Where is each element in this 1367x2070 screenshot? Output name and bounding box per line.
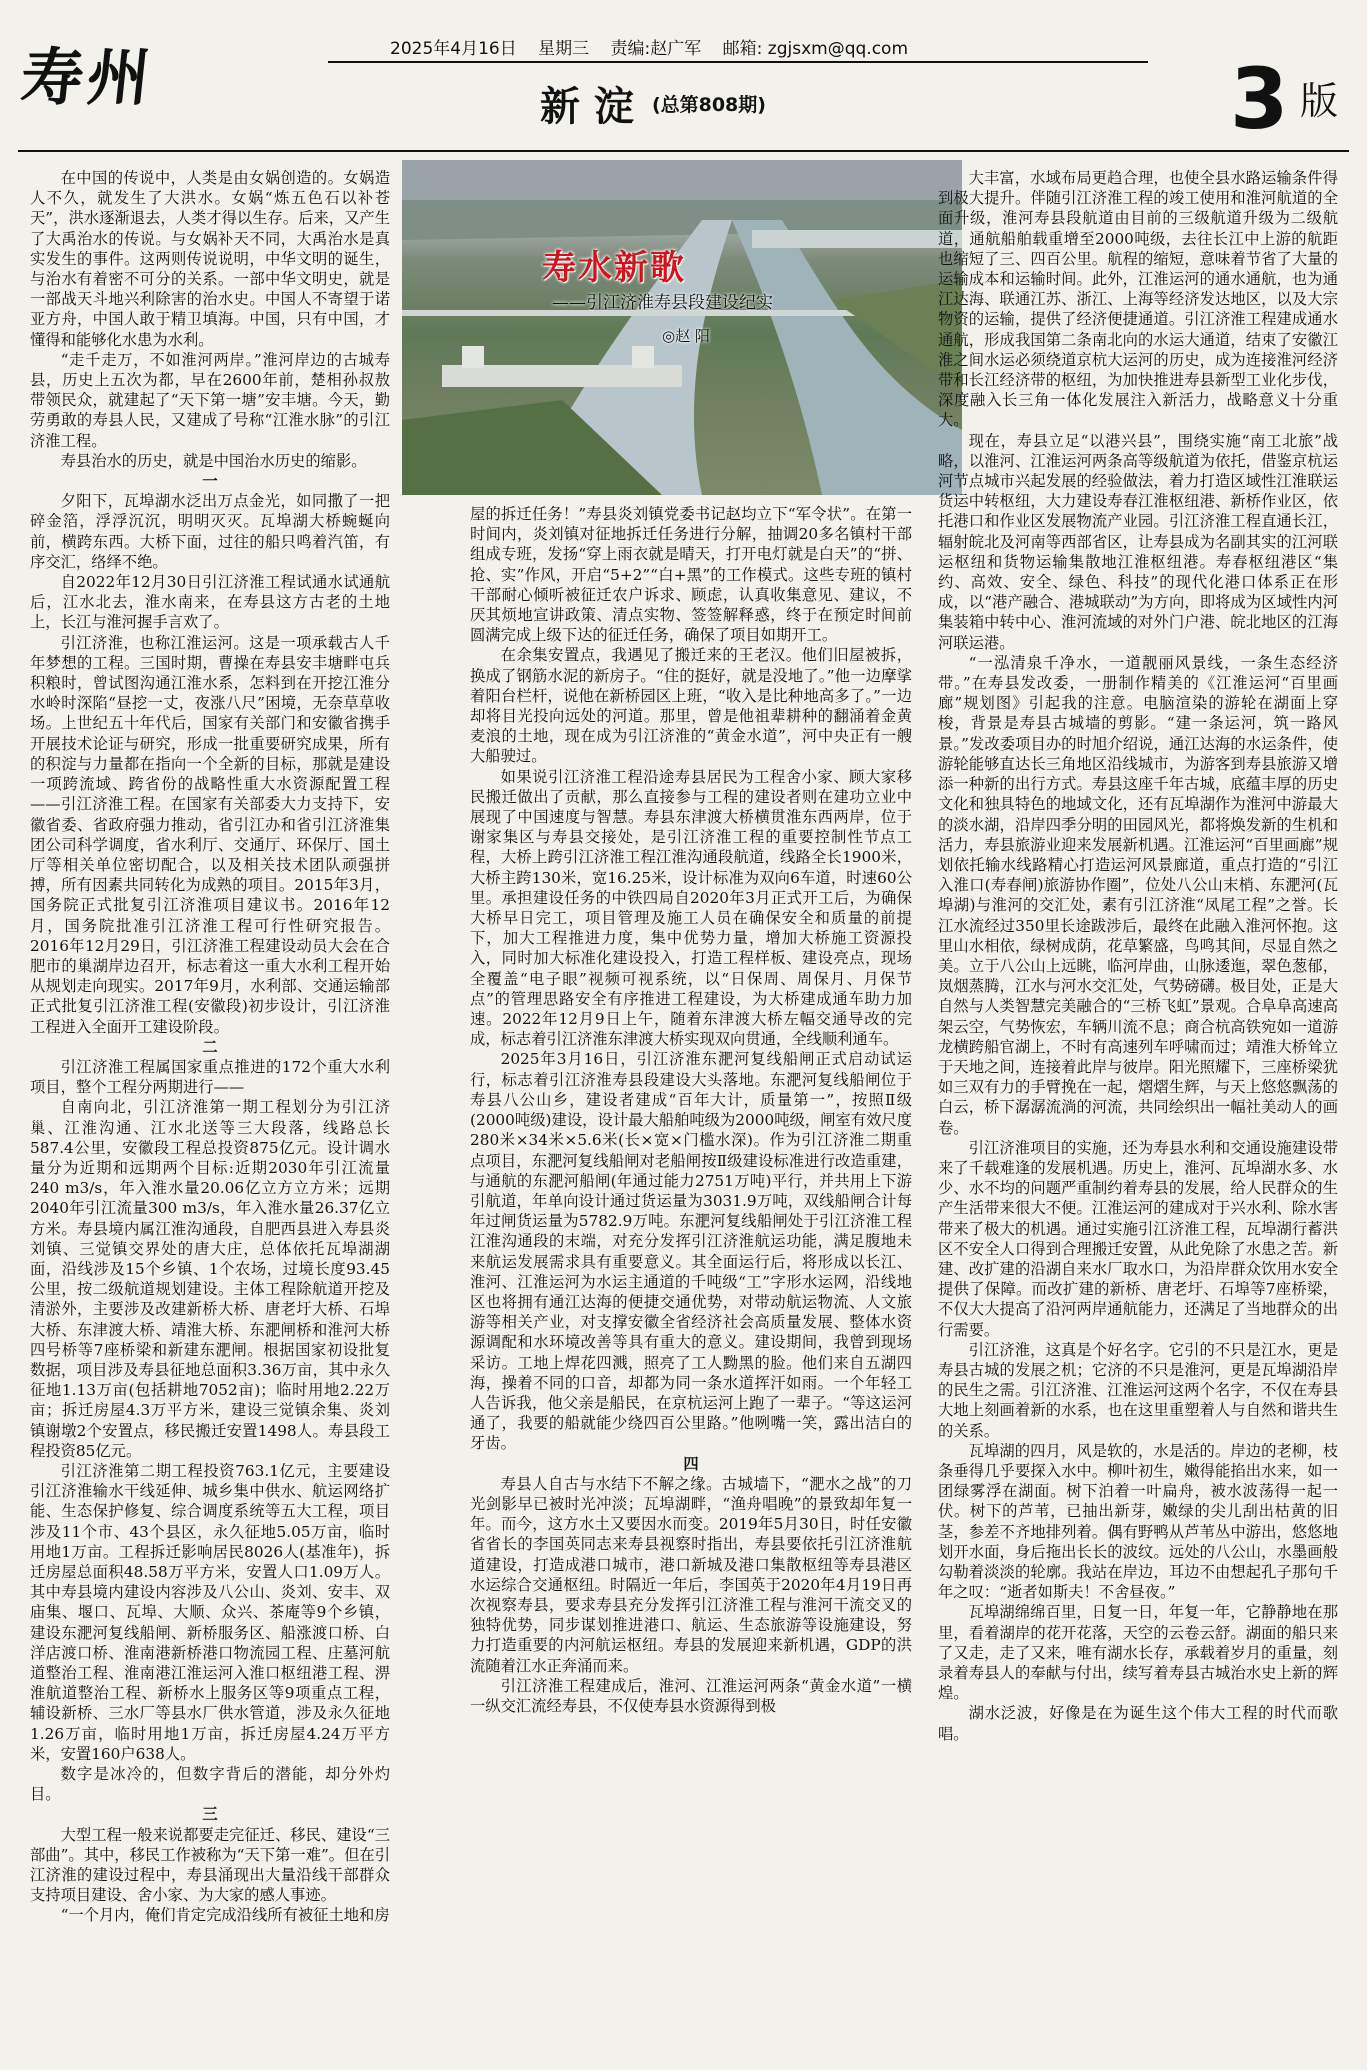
paragraph: 大型工程一般来说都要走完征迁、移民、建设“三部曲”。其中，移民工作被称为“天下第一难”。但在引江济淮的建设过程中，寿县涌现出大量沿线干部群众支持项目建设、舍小家、为大家的感人事迹。 [30, 1825, 390, 1905]
paragraph: 寿县人自古与水结下不解之缘。古城墙下，“淝水之战”的刀光剑影早已被时光冲淡；瓦埠湖畔，“渔舟唱晚”的景致却年复一年。而今，这方水土又要因水而变。2019年5月30日，时任安徽省省长的李国英同志来寿县视察时指出，寿县要依托引江济淮航道建设，打造成港口城市，港口新城及港口集散枢纽等寿县港区水运综合交通枢纽。时隔近一年后，李国英于2020年4月19日再次视察寿县，要求寿县充分发挥引江济淮工程与淮河干流交叉的独特优势，同步谋划推进港口、航运、生态旅游等设施建设，努力打造重要的内河航运枢纽。寿县的发展迎来新机遇，GDP的洪流随着江水正奔涌而来。 [470, 1474, 912, 1675]
paragraph: 在余集安置点，我遇见了搬迁来的王老汉。他们旧屋被拆，换成了钢筋水泥的新房子。“住的挺好，就是没地了。”他一边摩挲着阳台栏杆，说他在新桥园区上班，“收入是比种地高多了。”一边却将目光投向远处的河道。那里，曾是他祖辈耕种的翻涌着金黄麦浪的土地，现在成为引江济淮的“黄金水道”，河中央正有一艘大船驶过。 [470, 646, 912, 766]
article-column-2 [470, 504, 912, 2059]
feature-author: ◎赵 阳 [662, 327, 710, 345]
feature-title: 寿水新歌 [542, 248, 686, 288]
section-heading: 一 [202, 472, 218, 491]
paragraph: 自2022年12月30日引江济淮工程试通水试通航后，江水北去，淮水南来，在寿县这方古老的土地上，长江与淮河握手言欢了。 [30, 573, 390, 632]
issue-weekday: 星期三 [538, 39, 590, 59]
paragraph: “一个月内，俺们肯定完成沿线所有被征土地和房 [60, 1906, 390, 1925]
paragraph: 瓦埠湖绵绵百里，日复一日，年复一年，它静静地在那里，看着湖岸的花开花落，天空的云卷云舒。湖面的船只来了又走，走了又来，唯有湖水长存，承载着岁月的重量，刻录着寿县人的奉献与付出，续写着寿县古城治水史上新的辉煌。 [938, 1603, 1338, 1703]
article-column-3 [938, 168, 1338, 2058]
issue-date: 2025年4月16日 [390, 39, 517, 59]
paragraph: 在中国的传说中，人类是由女娲创造的。女娲造人不久，就发生了大洪水。女娲“炼五色石以补苍天”，洪水逐渐退去，人类才得以生存。后来，又产生了大禹治水的传说。与女娲补天不同，大禹治水是真实发生的事件。这两则传说说明，中华文明的诞生，与治水有着密不可分的关系。一部中华文明史，就是一部战天斗地兴利除害的治水史。中国人不寄望于诺亚方舟，中国人敢于精卫填海。中国，只有中国，才懂得和能够化水患为水利。 [30, 169, 390, 349]
paragraph: 湖水泛波，好像是在为诞生这个伟大工程的时代而歌唱。 [938, 1704, 1338, 1743]
paragraph: 引江济淮项目的实施，还为寿县水利和交通设施建设带来了千载难逢的发展机遇。历史上，淮河、瓦埠湖水多、水少、水不均的问题严重制约着寿县的发展，给人民群众的生产生活带来很大不便。江淮运河的建成对于兴水利、除水害带来了极大的机遇。通过实施引江济淮工程，瓦埠湖行蓄洪区不安全人口得到合理搬迁安置，从此免除了水患之苦。新建、改扩建的沿湖自来水厂取水口，为沿岸群众饮用水安全提供了保障。而改扩建的新桥、唐老圩、石埠等7座桥梁，不仅大大提高了沿河两岸通航能力，还满足了当地群众的出行需要。 [938, 1138, 1338, 1339]
paragraph: 引江济淮，也称江淮运河。这是一项承载古人千年梦想的工程。三国时期，曹操在寿县安丰塘畔屯兵积粮时，曾试图沟通江淮水系，怎料到在开挖江淮分水岭时深陷“昼挖一丈，夜涨八尺”困境，无奈草草收场。上世纪五十年代后，国家有关部门和安徽省携手开展技术论证与研究，形成一批重要研究成果，所有的积淀与力量都在指向一个全新的目标，那就是建设一项跨流域、跨省份的战略性重大水资源配置工程——引江济淮工程。在国家有关部委大力支持下，安徽省委、省政府强力推动，省引江办和省引江济淮集团公司科学调度，省水利厅、交通厅、环保厅、国土厅等相关单位密切配合，以及相关技术团队顽强拼搏，所有因素共同转化为成熟的项目。2015年3月，国务院正式批复引江济淮项目建议书。2016年12月，国务院批准引江济淮工程可行性研究报告。2016年12月29日，引江济淮工程建设动员大会在合肥市的巢湖岸边召开，标志着这一重大水利工程开始从规划走向现实。2017年9月，水利部、交通运输部正式批复引江济淮工程(安徽段)初步设计，引江济淮工程进入全面开工建设阶段。 [30, 633, 390, 1036]
paragraph: 数字是冰冷的，但数字背后的潜能，却分外灼目。 [30, 1765, 390, 1804]
paragraph: 自南向北，引江济淮第一期工程划分为引江济巢、江淮沟通、江水北送等三大段落，线路总长587.4公里，安徽段工程总投资875亿元。设计调水量分为近期和远期两个目标:近期2030年引江流量240 m3/s，年入淮水量20.06亿立方立方米；远期2040年引江流量300 m3/s，年入淮水量26.37亿立方米。寿县境内属江淮沟通段，自肥西县进入寿县炎刘镇、三觉镇交界处的唐大庄，总体依托瓦埠湖湖面，沿线涉及15个乡镇、1个农场，过境长度93.45公里，按二级航道规划建设。主体工程除航道开挖及清淤外，主要涉及改建新桥大桥、唐老圩大桥、石埠大桥、东津渡大桥、靖淮大桥、东淝闸桥和淮河大桥四号桥等7座桥梁和新建东淝闸。根据国家初设批复数据，项目涉及寿县征地总面积3.36万亩，其中永久征地1.13万亩(包括耕地7052亩)；临时用地2.22万亩；拆迁房屋4.3万平方米，建设三觉镇余集、炎刘镇谢墩2个安置点，移民搬迁安置1498人。寿县段工程投资85亿元。 [30, 1098, 390, 1460]
article-column-1 [30, 168, 390, 2058]
feature-photo [402, 160, 962, 495]
paragraph: 引江济淮工程建成后，淮河、江淮运河两条“黄金水道”一横一纵交汇流经寿县，不仅使寿县水资源得到极 [470, 1676, 912, 1715]
paragraph: 引江济淮第二期工程投资763.1亿元，主要建设引江济淮输水干线延伸、城乡集中供水、航运网络扩能、生态保护修复、综合调度系统等五大工程，项目涉及11个市、43个县区，永久征地5.05万亩，临时用地1万亩。工程拆迁影响居民8026人(基准年)，拆迁房屋总面积48.58万平方米，安置人口1.09万人。其中寿县境内建设内容涉及八公山、炎刘、安丰、双庙集、堰口、瓦埠、大顺、众兴、茶庵等9个乡镇，建设东淝河复线船闸、新桥服务区、船涨渡口桥、白洋店渡口桥、淮南港新桥港口物流园工程、庄墓河航道整治工程、淮南港江淮运河入淮口枢纽港工程、淠淮航道整治工程、新桥水上服务区等9项重点工程，辅设新桥、三水厂等县水厂供水管道，涉及永久征地1.26万亩，临时用地1万亩，拆迁房屋4.24万平方米，安置160户638人。 [30, 1462, 390, 1763]
paragraph: 大丰富，水域布局更趋合理，也使全县水路运输条件得到极大提升。伴随引江济淮工程的竣工使用和淮河航道的全面升级，淮河寿县段航道由目前的三级航道升级为二级航道，通航船舶载重增至2000吨级，去往长江中上游的航距也缩短了三、四百公里。航程的缩短，意味着节省了大量的运输成本和运输时间。此外，江淮运河的通水通航，也为通江达海、联通江苏、浙江、上海等经济发达地区，以及大宗物资的运输，提供了经济便捷通道。引江济淮工程建成通水通航，形成我国第二条南北向的水运大通道，结束了安徽江淮之间水运必须绕道京杭大运河的历史，成为连接淮河经济带和长江经济带的枢纽，为加快推进寿县新型工业化步伐，深度融入长三角一体化发展注入新活力，战略意义十分重大。 [938, 169, 1338, 430]
masthead-divider [18, 150, 1349, 152]
section-header [540, 70, 766, 136]
feature-subtitle: ——引江济淮寿县段建设纪实 [552, 293, 773, 313]
page-number: 3 [1230, 50, 1289, 148]
editor-credit: 责编:赵广军 [610, 39, 702, 59]
paragraph: “一泓清泉千净水，一道靓丽风景线，一条生态经济带。”在寿县发改委，一册制作精美的《江淮运河“百里画廊”规划图》引起我的注意。电脑渲染的游轮在湖面上穿梭，背景是寿县古城墙的剪影。“建一条运河，筑一路风景。”发改委项目办的时旭介绍说，通江达海的水运条件，使游轮能够直达长三角地区沿线城市，为游客到寿县旅游又增添一种新的出行方式。寿县这座千年古城，底蕴丰厚的历史文化和独具特色的地域文化，还有瓦埠湖作为淮河中游最大的淡水湖，沿岸四季分明的田园风光，都将焕发新的生机和活力，寿县旅游业迎来发展新机遇。江淮运河“百里画廊”规划依托输水线路精心打造运河风景廊道，重点打造的“引江入淮口(寿春闸)旅游协作圈”，位处八公山末梢、东淝河(瓦埠湖)与淮河的交汇处，素有引江济淮“凤尾工程”之誉。长江水流经过350里长途跋涉后，最终在此融入淮河怀抱。这里山水相依，绿树成荫，花草繁盛，鸟鸣其间，尽显自然之美。立于八公山上远眺，临河岸曲，山脉逶迤，翠色葱郁，岚烟蒸腾，江水与河水交汇处，气势磅礴。极目处，正是大自然与人类智慧完美融合的“三桥飞虹”景观。合阜阜高速高架云空，气势恢宏，车辆川流不息；商合杭高铁宛如一道游龙横跨船官湖上，不时有高速列车呼啸而过；靖淮大桥耸立于天地之间，连接着此岸与彼岸。阳光照耀下，三座桥梁犹如三双有力的手臂挽在一起，熠熠生辉，与天上悠悠飘荡的白云，桥下潺潺流淌的河流，共同绘织出一幅社美动人的画卷。 [938, 653, 1338, 1137]
paragraph: 引江济淮工程属国家重点推进的172个重大水利项目，整个工程分两期进行—— [30, 1057, 390, 1097]
contact-email[interactable]: 邮箱: zgjsxm@qq.com [722, 39, 909, 59]
paragraph: 如果说引江济淮工程沿途寿县居民为工程舍小家、顾大家移民搬迁做出了贡献，那么直接参与工程的建设者则在建功立业中展现了中国速度与智慧。寿县东津渡大桥横贯淮东西两岸，位于谢家集区与寿县交接处，是引江济淮工程的重要控制性节点工程，大桥上跨引江济淮工程江淮沟通段航道，线路全长1900米，大桥主跨130米，宽16.25米，设计标准为双向6车道，时速60公里。承担建设任务的中铁四局自2020年3月正式开工后，为确保大桥早日完工，项目管理及施工人员在确保安全和质量的前提下，加大工程推进力度，集中优势力量，增加大桥施工资源投入，同时加大标准化建设投入，打造工程样板、建设亮点，现场全覆盖“电子眼”视频可视系统，以“日保周、周保月、月保节点”的管理思路安全有序推进工程建设，为大桥建成通车助力加速。2022年12月9日上午，随着东津渡大桥左幅交通导改的完成，标志着引江济淮东津渡大桥实现双向贯通，全线顺利通车。 [470, 767, 912, 1049]
page-label: 版 [1300, 79, 1339, 123]
paragraph: “走千走万，不如淮河两岸。”淮河岸边的古城寿县，历史上五次为都，早在2600年前，楚相孙叔敖带领民众，就建起了“天下第一塘”安丰塘。今天，勤劳勇敢的寿县人民，又建成了号称“江淮水脉”的引江济淮工程。 [30, 350, 390, 450]
dateline [390, 34, 924, 59]
newspaper-logo: 寿州 [17, 41, 158, 114]
header-rule [328, 61, 1148, 63]
paragraph: 瓦埠湖的四月，风是软的，水是活的。岸边的老柳，枝条垂得几乎要探入水中。柳叶初生，嫩得能掐出水来，如一团绿雾浮在湖面。树下泊着一叶扁舟，被水波荡得一起一伏。树下的芦苇，已抽出新芽，嫩绿的尖儿刮出枯黄的旧茎，参差不齐地排列着。偶有野鸭从芦苇丛中游出，悠悠地划开水面，身后拖出长长的波纹。远处的八公山，水墨画般勾勒着淡淡的轮廓。我站在岸边，耳边不由想起孔子那句千年之叹：“逝者如斯夫！不舍昼夜。” [938, 1441, 1338, 1602]
section-title: 新 淀 [540, 82, 634, 130]
issue-number: (总第808期) [651, 93, 766, 116]
paragraph: 夕阳下，瓦埠湖水泛出万点金光，如同撒了一把碎金箔，浮浮沉沉，明明灭灭。瓦埠湖大桥蜿蜒向前，横跨东西。大桥下面，过往的船只鸣着汽笛，有序交汇，络绎不绝。 [30, 492, 390, 571]
paragraph: 屋的拆迁任务！”寿县炎刘镇党委书记赵均立下“军令状”。在第一时间内，炎刘镇对征地拆迁任务进行分解，抽调20多名镇村干部组成专班，发扬“穿上雨衣就是晴天，打开电灯就是白天”的“拼、抢、实”作风，开启“5+2”“白+黑”的工作模式。这些专班的镇村干部耐心倾听被征迁农户诉求、顾虑，认真收集意见、建议，不厌其烦地宣讲政策、清点实物、签签解释惑，终于在预定时间前圆满完成上级下达的征迁任务，确保了项目如期开工。 [470, 505, 912, 645]
section-heading: 四 [683, 1454, 699, 1473]
paragraph: 2025年3月16日，引江济淮东淝河复线船闸正式启动试运行，标志着引江济淮寿县段建设大头落地。东淝河复线船闸位于寿县八公山乡，建设者建成“百年大计，质量第一”，按照Ⅱ级(2000吨级)建设，设计最大船舶吨级为2000吨级，闸室有效尺度280米×34米×5.6米(长×宽×门槛水深)。作为引江济淮二期重点项目，东淝河复线船闸对老船闸按Ⅱ级建设标准进行改造重建，与通航的东淝河船闸(年通过能力2751万吨)平行，并共用上下游引航道，年单向设计通过货运量为3031.9万吨，双线船闸合计每年过闸货运量为5782.9万吨。东淝河复线船闸处于引江济淮工程江淮沟通段的末端，对充分发挥引江济淮航运功能，满足腹地未来航运发展需求具有重要意义。其全面运行后，将形成以长江、淮河、江淮运河为水运主通道的千吨级“工”字形水运网，沿线地区也将拥有通江达海的便捷交通优势，对带动航运物流、人文旅游等相关产业，对支撑安徽全省经济社会高质量发展、整体水资源调配和水环境改善等具有重大的意义。建设期间，我曾到现场采访。工地上焊花四溅，照亮了工人黝黑的脸。他们来自五湖四海，操着不同的口音，却都为同一条水道挥汗如雨。一个年轻工人告诉我，他父亲是船民，在京杭运河上跑了一辈子。“等这运河通了，我要的船就能少绕四百公里路。”他咧嘴一笑，露出洁白的牙齿。 [470, 1050, 912, 1453]
paragraph: 引江济淮，这真是个好名字。它引的不只是江水，更是寿县古城的发展之机；它济的不只是淮河，更是瓦埠湖沿岸的民生之需。引江济淮、江淮运河这两个名字，不仅在寿县大地上刻画着新的水系，也在这里重塑着人与自然和谐共生的关系。 [938, 1340, 1338, 1440]
paragraph: 现在，寿县立足“以港兴县”，围绕实施“南工北旅”战略，以淮河、江淮运河两条高等级航道为依托，借鉴京杭运河节点城市兴起发展的经验做法，着力打造区域性江淮联运货运中转枢纽，大力建设寿春江淮枢纽港、新桥作业区，依托港口和作业区发展物流产业园。引江济淮工程直通长江，辐射皖北及河南等西部省区，让寿县成为名副其实的江河联运枢纽和货物运输集散地江淮枢纽港。寿春枢纽港区“集约、高效、安全、绿色、科技”的现代化港口体系正在形成，以“港产融合、港城联动”为方向，即将成为区域性内河集装箱中转中心、淮河流域的对外门户港、皖北地区的江海河联运港。 [938, 431, 1338, 652]
masthead [0, 0, 1367, 150]
section-heading: 二 [202, 1037, 218, 1056]
section-heading: 三 [202, 1805, 218, 1824]
paragraph: 寿县治水的历史，就是中国治水历史的缩影。 [60, 451, 367, 470]
